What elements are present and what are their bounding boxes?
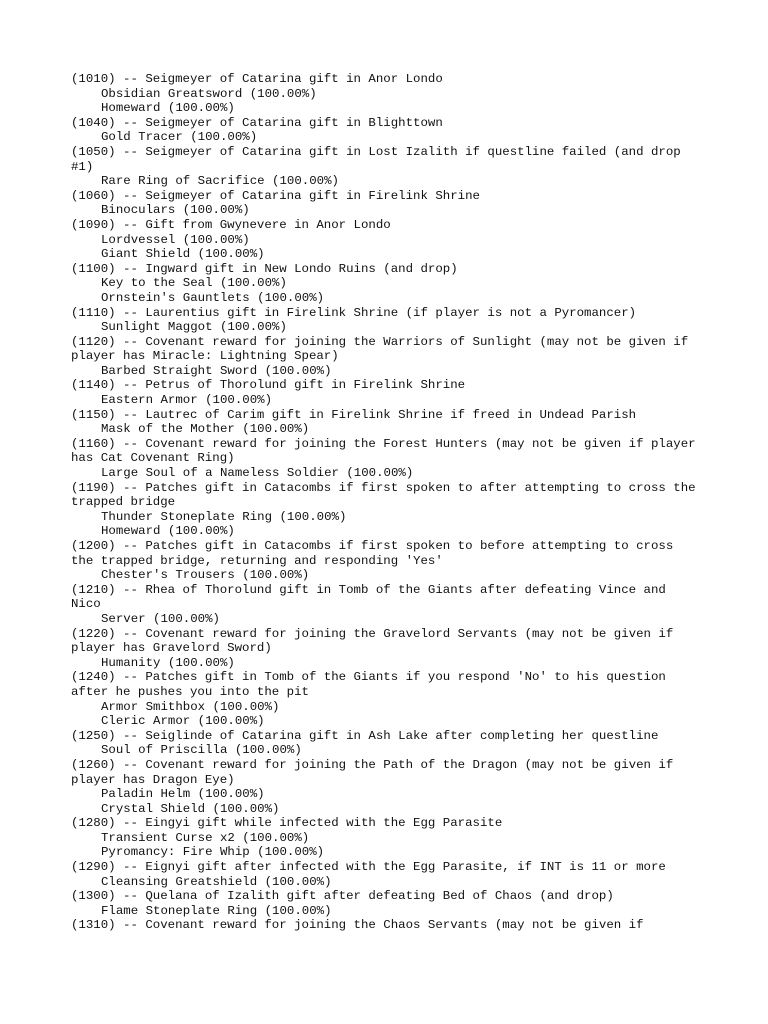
- gift-entry: [71, 918, 699, 933]
- gift-entry: [71, 583, 699, 627]
- entry-header: (1290) -- Eignyi gift after infected with the Egg Parasite, if INT is 11 or more: [71, 860, 666, 875]
- gift-entry: [71, 539, 699, 583]
- entry-item: Thunder Stoneplate Ring (100.00%): [101, 509, 347, 524]
- entry-item: Sunlight Maggot (100.00%): [101, 320, 287, 335]
- entry-item: Giant Shield (100.00%): [101, 247, 265, 262]
- gift-entry: [71, 627, 699, 671]
- entry-header: (1040) -- Seigmeyer of Catarina gift in Blighttown: [71, 115, 443, 130]
- entry-item: Humanity (100.00%): [101, 655, 235, 670]
- entry-item: Cleric Armor (100.00%): [101, 714, 265, 729]
- gift-entry: [71, 437, 699, 481]
- entry-header: (1240) -- Patches gift in Tomb of the Giants if you respond 'No' to his question after he pushes you into the pit: [71, 670, 666, 699]
- entry-item: Server (100.00%): [101, 611, 220, 626]
- entry-header: (1210) -- Rhea of Thorolund gift in Tomb of the Giants after defeating Vince and Nico: [71, 582, 666, 612]
- entry-header: (1090) -- Gift from Gwynevere in Anor Londo: [71, 217, 391, 232]
- gift-entry: [71, 816, 699, 860]
- document-body: [71, 72, 699, 933]
- gift-entry: [71, 889, 699, 918]
- gift-entry: [71, 758, 699, 816]
- gift-entry: [71, 729, 699, 758]
- entry-item: Crystal Shield (100.00%): [101, 801, 280, 816]
- entry-header: (1250) -- Seiglinde of Catarina gift in Ash Lake after completing her questline: [71, 728, 659, 743]
- entry-item: Transient Curse x2 (100.00%): [101, 830, 310, 845]
- entry-header: (1260) -- Covenant reward for joining the Path of the Dragon (may not be given if player has Dragon Eye): [71, 757, 674, 787]
- gift-entry: [71, 860, 699, 889]
- entry-item: Cleansing Greatshield (100.00%): [101, 874, 332, 889]
- gift-entry: [71, 481, 699, 539]
- entry-header: (1150) -- Lautrec of Carim gift in Firelink Shrine if freed in Undead Parish: [71, 407, 637, 422]
- entry-header: (1310) -- Covenant reward for joining the Chaos Servants (may not be given if: [71, 918, 644, 933]
- gift-entry: [71, 306, 699, 335]
- entry-header: (1060) -- Seigmeyer of Catarina gift in Firelink Shrine: [71, 188, 480, 203]
- entry-item: Lordvessel (100.00%): [101, 232, 250, 247]
- entry-header: (1050) -- Seigmeyer of Catarina gift in Lost Izalith if questline failed (and drop #1): [71, 144, 681, 174]
- entry-header: (1140) -- Petrus of Thorolund gift in Firelink Shrine: [71, 378, 466, 393]
- entry-header: (1110) -- Laurentius gift in Firelink Shrine (if player is not a Pyromancer): [71, 305, 637, 320]
- entry-item: Obsidian Greatsword (100.00%): [101, 86, 317, 101]
- gift-entry: [71, 378, 699, 407]
- entry-item: Gold Tracer (100.00%): [101, 130, 258, 145]
- entry-item: Barbed Straight Sword (100.00%): [101, 363, 332, 378]
- gift-entry: [71, 72, 699, 116]
- entry-item: Paladin Helm (100.00%): [101, 787, 265, 802]
- gift-entry: [71, 145, 699, 189]
- entry-header: (1300) -- Quelana of Izalith gift after defeating Bed of Chaos (and drop): [71, 889, 614, 904]
- entry-item: Chester's Trousers (100.00%): [101, 568, 310, 583]
- entry-item: Large Soul of a Nameless Soldier (100.00%): [101, 466, 414, 481]
- entry-item: Homeward (100.00%): [101, 101, 235, 116]
- entry-header: (1280) -- Eingyi gift while infected with the Egg Parasite: [71, 816, 503, 831]
- entry-header: (1010) -- Seigmeyer of Catarina gift in Anor Londo: [71, 72, 443, 86]
- entry-item: Binoculars (100.00%): [101, 203, 250, 218]
- gift-entry: [71, 335, 699, 379]
- entry-header: (1120) -- Covenant reward for joining the Warriors of Sunlight (may not be given if player has Miracle: Lightning Spear): [71, 334, 689, 364]
- entry-header: (1160) -- Covenant reward for joining the Forest Hunters (may not be given if player has Cat Covenant Ring): [71, 436, 696, 466]
- entry-item: Mask of the Mother (100.00%): [101, 422, 310, 437]
- entry-item: Pyromancy: Fire Whip (100.00%): [101, 845, 325, 860]
- entry-item: Ornstein's Gauntlets (100.00%): [101, 290, 325, 305]
- gift-entry: [71, 116, 699, 145]
- entry-item: Key to the Seal (100.00%): [101, 276, 287, 291]
- gift-entry: [71, 670, 699, 728]
- entry-item: Armor Smithbox (100.00%): [101, 699, 280, 714]
- entry-item: Flame Stoneplate Ring (100.00%): [101, 903, 332, 918]
- entry-item: Rare Ring of Sacrifice (100.00%): [101, 174, 339, 189]
- entry-header: (1100) -- Ingward gift in New Londo Ruins (and drop): [71, 261, 458, 276]
- entry-item: Soul of Priscilla (100.00%): [101, 743, 302, 758]
- entry-header: (1190) -- Patches gift in Catacombs if first spoken to after attempting to cross the trapped bridge: [71, 480, 696, 510]
- gift-entry: [71, 189, 699, 218]
- entry-item: Homeward (100.00%): [101, 524, 235, 539]
- entry-item: Eastern Armor (100.00%): [101, 393, 273, 408]
- entry-header: (1200) -- Patches gift in Catacombs if first spoken to before attempting to cross the trapped bridge, returning and responding 'Yes': [71, 539, 674, 568]
- gift-entry: [71, 408, 699, 437]
- gift-entry: [71, 218, 699, 262]
- gift-entry: [71, 262, 699, 306]
- entry-header: (1220) -- Covenant reward for joining the Gravelord Servants (may not be given if player has Gravelord Sword): [71, 626, 674, 656]
